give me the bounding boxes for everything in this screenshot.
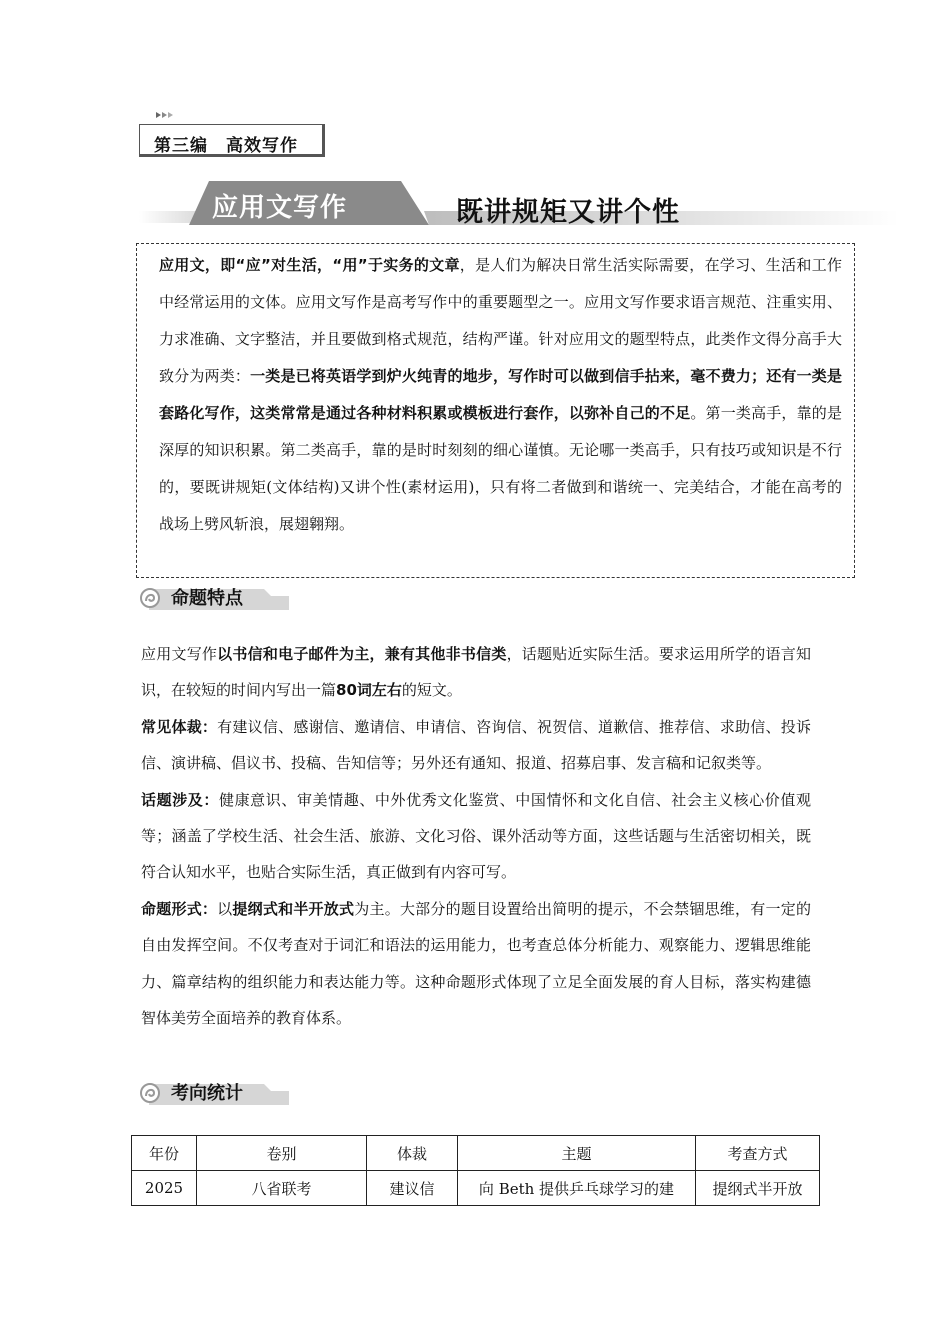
- stats-table: [131, 1135, 820, 1206]
- header-format: 考查方式: [696, 1136, 820, 1171]
- part-header-title: 第三编 高效写作: [154, 136, 298, 156]
- section-header-stats: [139, 1077, 289, 1105]
- cell-year: 2025: [132, 1171, 197, 1206]
- header-arrow-decoration: [156, 108, 182, 122]
- features-body: [141, 636, 811, 1036]
- header-paper: 卷别: [197, 1136, 367, 1171]
- text-run: 为主。大部分的题目设置给出简明的提示，不会禁锢思维，有一定的自由发挥空间。不仅考查对于词汇和语法的运用能力，也考查总体分析能力、观察能力、逻辑思维能力、篇章结构的组织能力和表达能力等。这种命题形式体现了立足全面发展的育人目标，落实构建德智体美劳全面培养的教育体系。: [141, 899, 811, 1028]
- intro-text-0: 应用文，即“应”对生活，“用”于实务的文章: [159, 256, 460, 274]
- cell-paper: 八省联考: [197, 1171, 367, 1206]
- table-header-row: [132, 1136, 820, 1171]
- text-run: 以书信和电子邮件为主，兼有其他非书信类: [217, 645, 507, 663]
- section-header-features: [139, 582, 289, 610]
- intro-text-2: 一类是已将英语学到炉火纯青的地步，写作时可以做到信手拈来，毫不费力；还有一类是套路化写作，这类常常是通过各种材料积累或模板进行套作，以弥补自己的不足: [159, 367, 842, 422]
- cell-format: 提纲式半开放: [696, 1171, 820, 1206]
- body-paragraph-intro: [141, 636, 811, 709]
- banner-label: 应用文写作: [212, 193, 348, 223]
- banner-subtitle: 既讲规矩又讲个性: [456, 197, 680, 228]
- text-run: ，话题贴近实际生活。要求运用所学的语言知识，在较短的时间内写出一篇: [141, 645, 811, 700]
- section-title-stats: 考向统计: [171, 1083, 243, 1104]
- body-paragraph-format: [141, 891, 811, 1037]
- intro-text-3: 。第一类高手，靠的是深厚的知识积累。第二类高手，靠的是时时刻刻的细心谨慎。无论哪一类高手，只有技巧或知识是不行的，要既讲规矩(文体结构)又讲个性(素材运用)，只有将二者做到和谐统一、完美结合，才能在高考的战场上劈风斩浪，展翅翱翔。: [159, 404, 842, 533]
- text-run: 常见体裁：: [141, 717, 218, 736]
- intro-text-1: ，是人们为解决日常生活实际需要，在学习、生活和工作中经常运用的文体。应用文写作是高考写作中的重要题型之一。应用文写作要求语言规范、注重实用、力求准确、文字整洁，并且要做到格式规范，结构严谨。针对应用文的题型特点，此类作文得分高手大致分为两类：: [159, 256, 842, 385]
- cell-genre: 建议信: [367, 1171, 458, 1206]
- table-row: [132, 1171, 820, 1206]
- part-header: [139, 124, 325, 157]
- header-year: 年份: [132, 1136, 197, 1171]
- text-run: 有建议信、感谢信、邀请信、申请信、咨询信、祝贺信、道歉信、推荐信、求助信、投诉信、演讲稿、倡议书、投稿、告知信等；另外还有通知、报道、招募启事、发言稿和记叙类等。: [141, 717, 811, 773]
- text-run: 提纲式和半开放式: [232, 899, 355, 918]
- text-run: 80词左右: [336, 681, 402, 700]
- text-run: 健康意识、审美情趣、中外优秀文化鉴赏、中国情怀和文化自信、社会主义核心价值观等；涵盖了学校生活、社会生活、旅游、文化习俗、课外活动等方面，这些话题与生活密切相关，既符合认知水平，也贴合实际生活，真正做到有内容可写。: [141, 790, 811, 882]
- intro-paragraph: [159, 247, 842, 543]
- section-title-features: 命题特点: [171, 588, 243, 609]
- body-paragraph-topics: [141, 782, 811, 891]
- body-paragraph-genres: [141, 709, 811, 782]
- cell-topic: 向 Beth 提供乒乓球学习的建: [458, 1171, 696, 1206]
- text-run: 以: [217, 899, 233, 918]
- text-run: 话题涉及：: [141, 790, 219, 809]
- text-run: 命题形式：: [141, 899, 218, 918]
- text-run: 应用文写作: [141, 645, 218, 663]
- intro-box: [136, 243, 855, 578]
- header-topic: 主题: [458, 1136, 696, 1171]
- header-genre: 体裁: [367, 1136, 458, 1171]
- text-run: 的短文。: [401, 681, 462, 700]
